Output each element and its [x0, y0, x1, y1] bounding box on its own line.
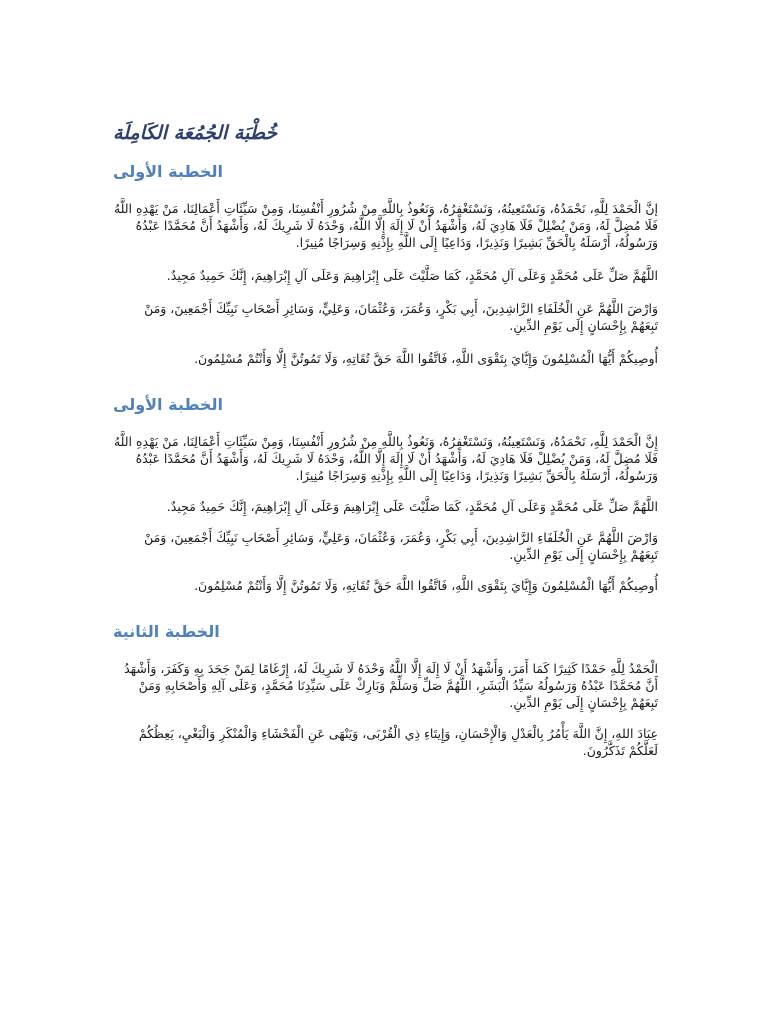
paragraph: أُوصِيكُمْ أَيُّهَا الْمُسْلِمُونَ وَإِيَّايَ بِتَقْوَى اللَّهِ، فَاتَّقُوا اللَّهَ حَقَّ تُقَاتِهِ، وَلَا تَمُوتُنَّ إِلَّا وَأَنْتُمْ مُسْلِمُونَ. — [194, 351, 658, 366]
paragraph: وَارْضَ اللَّهُمَّ عَنِ الْخُلَفَاءِ الرَّاشِدِينَ، أَبِي بَكْرٍ، وَعُمَرَ، وَعُثْمَانَ، وَعَلِيٍّ، وَسَائِرِ أَصْحَابِ نَبِيِّكَ أَجْمَعِينَ، وَمَنْ تَبِعَهُمْ بِإِحْسَانٍ إِلَى يَوْمِ الدِّينِ. — [144, 530, 658, 562]
section-heading: الخطبة الأولى — [113, 395, 223, 414]
section-heading: الخطبة الأولى — [113, 162, 223, 181]
paragraph: اللَّهُمَّ صَلِّ عَلَى مُحَمَّدٍ وَعَلَى آلِ مُحَمَّدٍ، كَمَا صَلَّيْتَ عَلَى إِبْرَاهِيمَ وَعَلَى آلِ إِبْرَاهِيمَ، إِنَّكَ حَمِيدٌ مَجِيدٌ. — [166, 499, 658, 514]
paragraph: عِبَادَ اللهِ، إِنَّ اللَّهَ يَأْمُرُ بِالْعَدْلِ وَالْإِحْسَانِ، وَإِيتَاءِ ذِي الْقُرْبَى، وَيَنْهَى عَنِ الْفَحْشَاءِ وَالْمُنْكَرِ وَالْبَغْيِ، يَعِظُكُمْ لَعَلَّكُمْ تَذَكَّرُونَ. — [138, 726, 658, 758]
document-title: خُطْبَة الجُمُعَة الكَامِلَة — [113, 122, 278, 144]
section-heading: الخطبة الثانية — [113, 622, 220, 641]
document-page — [113, 118, 658, 785]
khutbah-section-second — [113, 620, 658, 759]
paragraph: الْحَمْدُ لِلَّهِ حَمْدًا كَثِيرًا كَمَا أَمَرَ، وَأَشْهَدُ أَنْ لَا إِلَهَ إِلَّا اللَّهُ وَحْدَهُ لَا شَرِيكَ لَهُ، إِرْغَامًا لِمَنْ جَحَدَ بِهِ وَكَفَرَ، وَأَشْهَدُ أَنَّ مُحَمَّدًا عَبْدُهُ وَرَسُولُهُ سَيِّدُ الْبَشَرِ، اللَّهُمَّ صَلِّ وَسَلِّمْ وَبَارِكْ عَلَى سَيِّدِنَا مُحَمَّدٍ، وَعَلَى آلِهِ وَأَصْحَابِهِ وَمَنْ تَبِعَهُمْ بِإِحْسَانٍ إِلَى يَوْمِ الدِّينِ. — [124, 661, 658, 710]
paragraph: إنَّ الْحَمْدَ لِلَّهِ، نَحْمَدُهُ، وَنَسْتَعِينُهُ، وَنَسْتَغْفِرُهُ، وَنَعُوذُ بِاللَّهِ مِنْ شُرُورِ أَنْفُسِنَا، وَمِنْ سَيِّئَاتِ أَعْمَالِنَا، مَنْ يَهْدِهِ اللَّهُ فَلَا مُضِلَّ لَهُ، وَمَنْ يُضْلِلْ فَلَا هَادِيَ لَهُ، وَأَشْهَدُ أَنْ لَا إِلَهَ إِلَّا اللَّهُ، وَحْدَهُ لَا شَرِيكَ لَهُ، وَأَشْهَدُ أَنَّ مُحَمَّدًا عَبْدُهُ وَرَسُولُهُ، أَرْسَلَهُ بِالْحَقِّ بَشِيرًا وَنَذِيرًا، وَدَاعِيًا إِلَى اللَّهِ بِإِذْنِهِ وَسِرَاجًا مُنِيرًا. — [113, 201, 658, 250]
paragraph: اللَّهُمَّ صَلِّ عَلَى مُحَمَّدٍ وَعَلَى آلِ مُحَمَّدٍ، كَمَا صَلَّيْتَ عَلَى إِبْرَاهِيمَ وَعَلَى آلِ إِبْرَاهِيمَ، إِنَّكَ حَمِيدٌ مَجِيدٌ. — [166, 268, 658, 283]
paragraph: إِنَّ الْحَمْدَ لِلَّهِ، نَحْمَدُهُ، وَنَسْتَعِينُهُ، وَنَسْتَغْفِرُهُ، وَنَعُوذُ بِاللَّهِ مِنْ شُرُورِ أَنْفُسِنَا، وَمِنْ سَيِّئَاتِ أَعْمَالِنَا، مَنْ يَهْدِهِ اللَّهُ فَلَا مُضِلَّ لَهُ، وَمَنْ يُضْلِلْ فَلَا هَادِيَ لَهُ، وَأَشْهَدُ أَنْ لَا إِلَهَ إِلَّا اللَّهُ، وَحْدَهُ لَا شَرِيكَ لَهُ، وَأَشْهَدُ أَنَّ مُحَمَّدًا عَبْدُهُ وَرَسُولُهُ، أَرْسَلَهُ بِالْحَقِّ بَشِيرًا وَنَذِيرًا، وَدَاعِيًا إِلَى اللَّهِ بِإِذْنِهِ وَسِرَاجًا مُنِيرًا. — [113, 434, 658, 483]
paragraph: وَارْضَ اللَّهُمَّ عَنِ الْخُلَفَاءِ الرَّاشِدِينَ، أَبِي بَكْرٍ، وَعُمَرَ، وَعُثْمَانَ، وَعَلِيٍّ، وَسَائِرِ أَصْحَابِ نَبِيِّكَ أَجْمَعِينَ، وَمَنْ تَبِعَهُمْ بِإِحْسَانٍ إِلَى يَوْمِ الدِّينِ. — [144, 301, 658, 333]
paragraph: أُوصِيكُمْ أَيُّهَا الْمُسْلِمُونَ وَإِيَّايَ بِتَقْوَى اللَّهِ، فَاتَّقُوا اللَّهَ حَقَّ تُقَاتِهِ، وَلَا تَمُوتُنَّ إِلَّا وَأَنْتُمْ مُسْلِمُونَ. — [194, 578, 658, 593]
khutbah-section-first-repeat — [113, 393, 658, 594]
khutbah-section-first — [113, 160, 658, 367]
